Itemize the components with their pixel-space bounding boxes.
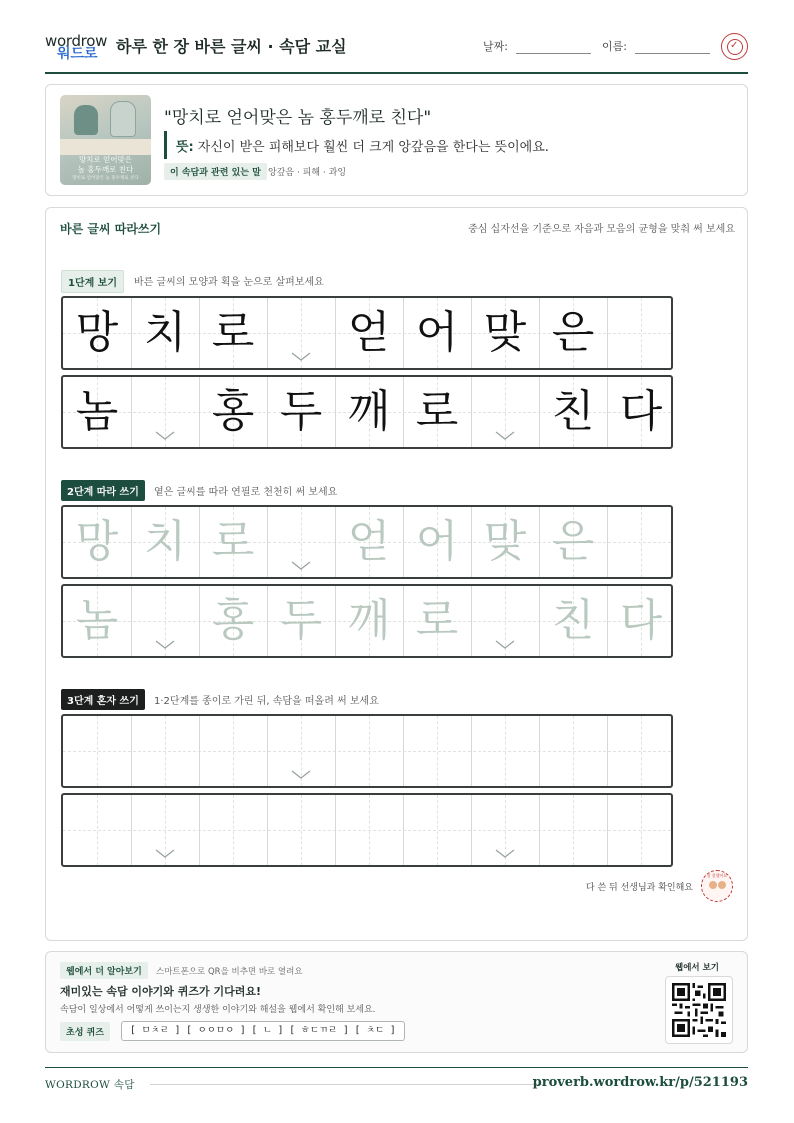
- practice-glyph: 놈: [75, 595, 119, 646]
- page-header: [45, 30, 748, 74]
- practice-glyph: 로: [415, 595, 459, 646]
- practice-glyph: 치: [143, 307, 187, 358]
- grid-guide-horizontal: [63, 751, 671, 752]
- grid-guide-vertical: [641, 298, 642, 368]
- grid-cell-divider: [403, 795, 404, 865]
- grid-cell-divider: [471, 795, 472, 865]
- grid-cell-divider: [607, 716, 608, 786]
- practice-glyph: 놈: [75, 386, 119, 437]
- grid-cell-divider: [471, 377, 472, 447]
- practice-glyph: 은: [551, 307, 595, 358]
- practice-row: [61, 375, 673, 449]
- date-field: [483, 38, 591, 54]
- practice-glyph: 두: [279, 595, 323, 646]
- proverb-illustration: [60, 95, 151, 185]
- grid-guide-vertical: [97, 795, 98, 865]
- quiz-tag: 초성 퀴즈: [60, 1022, 110, 1041]
- space-chevron-icon: [291, 561, 311, 571]
- practice-glyph: 맞: [483, 307, 527, 358]
- practice-glyph: 두: [279, 386, 323, 437]
- footer-divider: [150, 1084, 545, 1085]
- practice-row[interactable]: [61, 505, 673, 579]
- practice-glyph: 치: [143, 516, 187, 567]
- web-tag: 웹에서 더 알아보기: [60, 962, 148, 979]
- meaning-label: 뜻:: [176, 140, 194, 155]
- space-chevron-icon: [495, 431, 515, 441]
- logo-text: wordrow: [45, 32, 108, 50]
- practice-glyph: 얻: [347, 307, 391, 358]
- practice-glyph: 다: [619, 386, 663, 437]
- step2-desc: 옅은 글씨를 따라 연필로 천천히 써 보세요: [154, 487, 338, 498]
- grid-cell-divider: [199, 795, 200, 865]
- teacher-stamp-icon: [701, 870, 733, 902]
- space-chevron-icon: [155, 640, 175, 650]
- practice-glyph: 어: [415, 516, 459, 567]
- grid-guide-vertical: [437, 716, 438, 786]
- grid-cell-divider: [607, 298, 608, 368]
- related-tag: 이 속담과 관련 있는 말: [164, 163, 267, 180]
- grid-guide-vertical: [165, 716, 166, 786]
- practice-glyph: 홍: [211, 595, 255, 646]
- name-label: 이름:: [602, 40, 627, 53]
- space-chevron-icon: [495, 640, 515, 650]
- meaning: [176, 136, 549, 155]
- grid-cell-divider: [335, 795, 336, 865]
- chosung-quiz: [ ㅁㅊㄹ ] [ ㅇㅇㅁㅇ ] [ ㄴ ] [ ㅎㄷㄲㄹ ] [ ㅊㄷ ]: [121, 1021, 405, 1041]
- grid-cell-divider: [471, 586, 472, 656]
- grid-cell-divider: [267, 298, 268, 368]
- grid-cell-divider: [131, 716, 132, 786]
- practice-glyph: 깨: [347, 595, 391, 646]
- footer-url[interactable]: proverb.wordrow.kr/p/521193: [532, 1075, 748, 1090]
- grid-guide-horizontal: [63, 830, 671, 831]
- grid-guide-vertical: [641, 507, 642, 577]
- practice-glyph: 로: [415, 386, 459, 437]
- illustration-desk: [60, 139, 151, 155]
- web-description: 속담이 일상에서 어떻게 쓰이는지 생생한 이야기와 해설을 웹에서 확인해 보세요.: [60, 1005, 376, 1015]
- practice-title: 바른 글씨 따라쓰기: [60, 222, 162, 236]
- proverb-card: [45, 84, 748, 196]
- qr-label: 웹에서 보기: [674, 963, 719, 973]
- practice-glyph: 친: [551, 595, 595, 646]
- grid-guide-vertical: [233, 795, 234, 865]
- grid-cell-divider: [335, 716, 336, 786]
- web-hint: 스마트폰으로 QR을 비추면 바로 열려요: [156, 967, 303, 977]
- practice-glyph: 로: [211, 516, 255, 567]
- page-footer: [45, 1067, 748, 1101]
- practice-glyph: 홍: [211, 386, 255, 437]
- space-chevron-icon: [155, 431, 175, 441]
- space-chevron-icon: [155, 849, 175, 859]
- practice-row[interactable]: [61, 584, 673, 658]
- grid-cell-divider: [267, 716, 268, 786]
- page-title: 하루 한 장 바른 글씨 · 속담 교실: [116, 37, 347, 56]
- space-chevron-icon: [495, 849, 515, 859]
- grid-guide-vertical: [505, 716, 506, 786]
- practice-glyph: 얻: [347, 516, 391, 567]
- practice-glyph: 다: [619, 595, 663, 646]
- qr-code-graphic: [672, 983, 726, 1037]
- logo-subtext: 워드로: [57, 46, 98, 62]
- practice-glyph: 어: [415, 307, 459, 358]
- date-label: 날짜:: [483, 40, 508, 53]
- grid-cell-divider: [131, 377, 132, 447]
- practice-glyph: 망: [75, 307, 119, 358]
- web-title: 재미있는 속담 이야기와 퀴즈가 기다려요!: [60, 985, 261, 998]
- grid-guide-vertical: [641, 795, 642, 865]
- practice-glyph: 친: [551, 386, 595, 437]
- grid-cell-divider: [607, 507, 608, 577]
- grid-cell-divider: [267, 507, 268, 577]
- practice-glyph: 망: [75, 516, 119, 567]
- name-field: [602, 38, 710, 54]
- grid-cell-divider: [539, 716, 540, 786]
- name-input-line[interactable]: [635, 42, 710, 54]
- practice-section: [45, 207, 748, 941]
- meaning-text: 자신이 받은 피해보다 훨씬 더 크게 앙갚음을 한다는 뜻이에요.: [197, 140, 549, 155]
- teacher-note: 다 쓴 뒤 선생님과 확인해요: [585, 883, 693, 893]
- grid-cell-divider: [607, 795, 608, 865]
- step3-desc: 1·2단계를 종이로 가린 뒤, 속담을 떠올려 써 보세요: [154, 696, 379, 707]
- grid-guide-vertical: [369, 795, 370, 865]
- grid-guide-vertical: [573, 716, 574, 786]
- grid-cell-divider: [131, 795, 132, 865]
- grid-cell-divider: [471, 716, 472, 786]
- web-promo-box: [45, 951, 748, 1053]
- proverb-text: "망치로 얻어맞은 놈 홍두깨로 친다": [164, 108, 432, 128]
- grid-guide-vertical: [573, 795, 574, 865]
- grid-cell-divider: [199, 716, 200, 786]
- practice-row: [61, 296, 673, 370]
- wordrow-logo: [45, 32, 109, 62]
- meaning-accent-bar: [164, 131, 167, 159]
- practice-row[interactable]: [61, 793, 673, 867]
- grid-cell-divider: [403, 716, 404, 786]
- grid-guide-vertical: [437, 795, 438, 865]
- grid-cell-divider: [539, 795, 540, 865]
- illustration-figure: [110, 101, 136, 137]
- practice-note: 중심 십자선을 기준으로 자음과 모음의 균형을 맞춰 써 보세요: [468, 224, 735, 235]
- grid-cell-divider: [131, 586, 132, 656]
- step3-tag: 3단계 혼자 쓰기: [61, 689, 145, 710]
- space-chevron-icon: [291, 352, 311, 362]
- practice-glyph: 맞: [483, 516, 527, 567]
- qr-code-icon[interactable]: [665, 976, 733, 1044]
- grid-guide-vertical: [233, 716, 234, 786]
- stamp-face-icon: [709, 881, 717, 889]
- practice-glyph: 은: [551, 516, 595, 567]
- footer-brand: WORDROW 속담: [45, 1079, 135, 1091]
- step2-tag: 2단계 따라 쓰기: [61, 480, 145, 501]
- date-input-line[interactable]: [516, 42, 591, 54]
- teacher-stamp-text: 참 잘했어요: [706, 873, 728, 878]
- grid-guide-vertical: [641, 716, 642, 786]
- space-chevron-icon: [291, 770, 311, 780]
- practice-glyph: 로: [211, 307, 255, 358]
- grid-guide-vertical: [97, 716, 98, 786]
- practice-row[interactable]: [61, 714, 673, 788]
- step1-tag: 1단계 보기: [61, 270, 124, 293]
- grid-cell-divider: [267, 795, 268, 865]
- grid-guide-vertical: [369, 716, 370, 786]
- illustration-caption: 망치로 얻어맞은 놈 홍두깨로 친다: [77, 155, 134, 174]
- practice-glyph: 깨: [347, 386, 391, 437]
- step1-desc: 바른 글씨의 모양과 획을 눈으로 살펴보세요: [134, 277, 324, 288]
- check-stamp-icon: ✓: [721, 33, 748, 60]
- stamp-face-icon: [718, 881, 726, 889]
- grid-guide-vertical: [301, 795, 302, 865]
- illustration-figure: [74, 105, 98, 135]
- related-words: 앙갚음 · 피해 · 과잉: [268, 168, 347, 178]
- illustration-small-caption: 망치로 얻어맞은 놈 홍두깨로 친다: [72, 176, 139, 181]
